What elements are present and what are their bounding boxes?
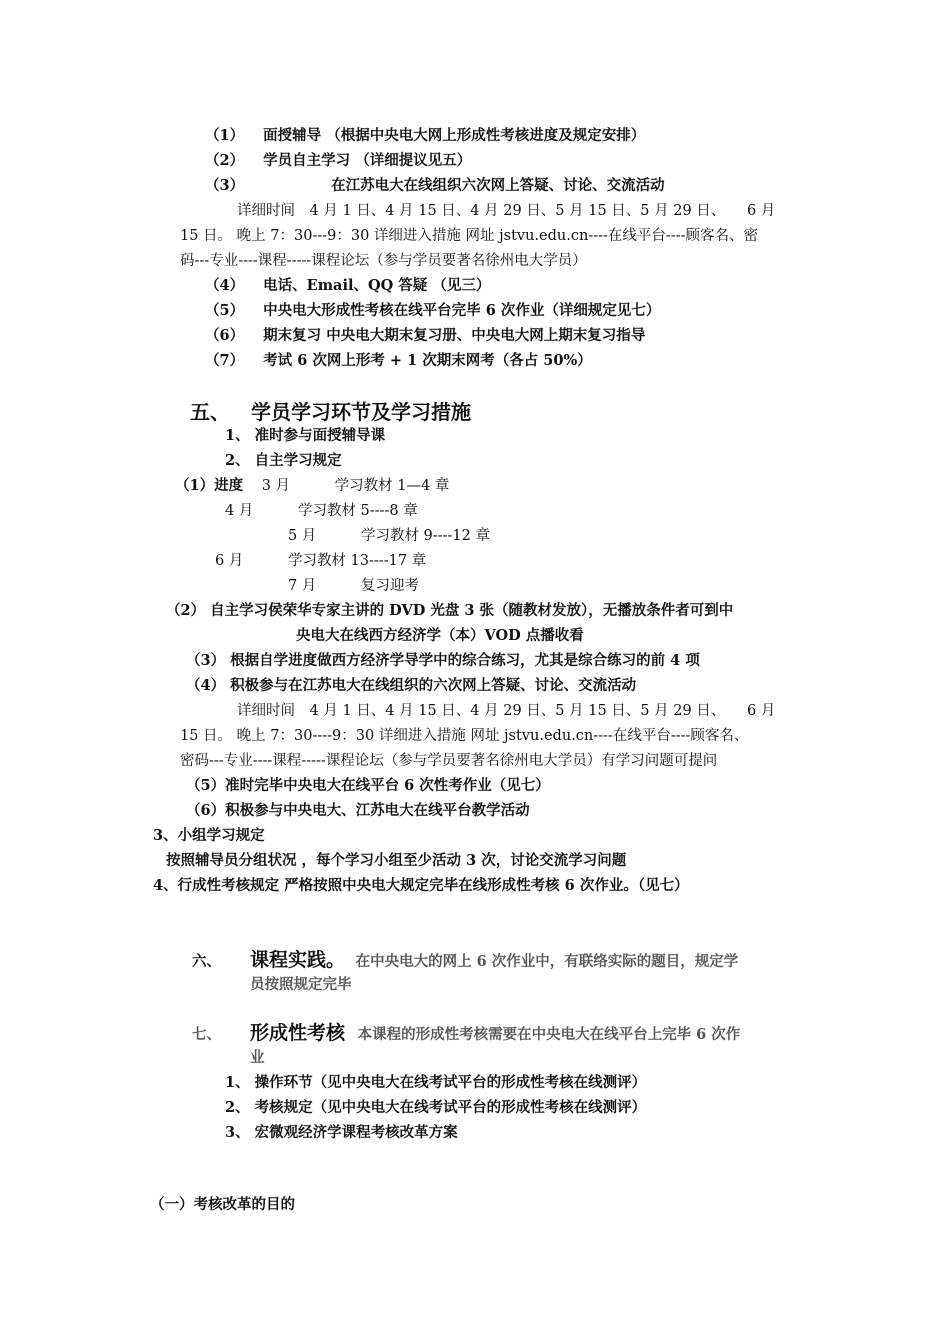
item-text: 期末复习 中央电大期末复习册、中央电大网上期末复习指导 — [263, 327, 646, 344]
section-text: 在中央电大的网上 6 次作业中，有联络实际的题目，规定学 — [355, 953, 739, 970]
item-text: 面授辅导 （根据中央电大网上形成性考核进度及规定安排） — [263, 127, 646, 144]
section-text: 员按照规定完毕 — [250, 976, 352, 993]
item-number: （5） — [205, 302, 245, 319]
item-text: 电话、Email、QQ 答疑 （见三） — [263, 277, 491, 294]
schedule-month: 5 月 — [288, 528, 317, 544]
list-item — [205, 177, 665, 195]
item-text: 在江苏电大在线组织六次网上答疑、讨论、交流活动 — [331, 177, 665, 194]
paragraph: 4、行成性考核规定 严格按照中央电大规定完毕在线形成性考核 6 次作业。（见七） — [153, 877, 689, 894]
schedule-text: 学习教材 13----17 章 — [287, 553, 427, 569]
item-number: （3） — [205, 177, 245, 194]
section-heading — [192, 952, 221, 972]
schedule-text: 学习教材 5----8 章 — [297, 503, 418, 519]
schedule-month: 3 月 — [261, 478, 291, 494]
detail-line: 15 日。 晚上 7：30----9：30 详细进入措施 网址 jstvu.edu.cn----在线平台----顾客名、 — [180, 728, 749, 744]
item-text: 中央电大形成性考核在线平台完毕 6 次作业（详细规定见七） — [263, 302, 661, 319]
list-item — [205, 152, 471, 170]
list-item — [205, 277, 490, 295]
schedule-text: 学习教材 1—4 章 — [334, 478, 450, 494]
detail-line: 码---专业----课程-----课程论坛（参与学员要著名徐州电大学员） — [180, 253, 587, 269]
list-item: 3、 宏微观经济学课程考核改革方案 — [225, 1124, 458, 1141]
list-item — [205, 352, 592, 370]
paragraph: （3） 根据自学进度做西方经济学导学中的综合练习，尤其是综合练习的前 4 项 — [186, 652, 700, 669]
list-item: 2、 考核规定（见中央电大在线考试平台的形成性考核在线测评） — [225, 1099, 647, 1116]
paragraph: （2） 自主学习侯荣华专家主讲的 DVD 光盘 3 张（随教材发放），无播放条件者可到中 — [166, 602, 734, 619]
section-text: 业 — [250, 1049, 265, 1066]
subsection-heading: （一）考核改革的目的 — [150, 1196, 295, 1213]
item-number: （1） — [205, 127, 245, 144]
list-item — [205, 327, 645, 345]
item-text: 学员自主学习 （详细提议见五） — [263, 152, 472, 169]
schedule-row — [175, 477, 449, 495]
detail-line: 详细时间 4 月 1 日、4 月 15 日、4 月 29 日、5 月 15 日、5 月 29 日、 6 月 — [237, 203, 776, 219]
paragraph: 按照辅导员分组状况 ，每个学习小组至少活动 3 次，讨论交流学习问题 — [166, 852, 627, 869]
schedule-row — [225, 502, 418, 520]
paragraph: （5）准时完毕中央电大在线平台 6 次性考作业（见七） — [186, 777, 550, 794]
schedule-month: 6 月 — [215, 553, 244, 569]
section-number: 五、 — [190, 400, 230, 424]
item-number: （7） — [205, 352, 245, 369]
section-title: 形成性考核 — [250, 1022, 346, 1044]
list-item — [205, 127, 645, 145]
item-number: （6） — [205, 327, 245, 344]
schedule-label: （1）进度 — [175, 477, 244, 494]
paragraph: （6）积极参与中央电大、江苏电大在线平台教学活动 — [186, 802, 530, 819]
schedule-row — [288, 577, 419, 595]
paragraph: （4） 积极参与在江苏电大在线组织的六次网上答疑、讨论、交流活动 — [186, 677, 637, 694]
schedule-row — [288, 527, 490, 545]
list-item — [205, 302, 660, 320]
schedule-text: 学习教材 9----12 章 — [360, 528, 490, 544]
section-title: 课程实践。 — [250, 949, 346, 971]
schedule-row — [215, 552, 426, 570]
detail-line: 密码---专业----课程-----课程论坛（参与学员要著名徐州电大学员）有学习问题可提问 — [180, 753, 718, 769]
item-text: 考试 6 次网上形考 + 1 次期末网考（各占 50%） — [263, 352, 592, 369]
item-number: （2） — [205, 152, 245, 169]
section-title-line — [250, 948, 738, 974]
list-item: 1、 操作环节（见中央电大在线考试平台的形成性考核在线测评） — [225, 1074, 647, 1091]
paragraph: 3、小组学习规定 — [153, 827, 265, 844]
section-number: 六、 — [192, 953, 221, 970]
section-title: 学员学习环节及学习措施 — [250, 400, 471, 424]
section-title-line — [250, 1021, 740, 1047]
paragraph: 央电大在线西方经济学（本）VOD 点播收看 — [296, 627, 584, 644]
section-number: 七、 — [192, 1026, 221, 1043]
paragraph: 2、 自主学习规定 — [225, 452, 342, 469]
schedule-month: 4 月 — [225, 503, 254, 519]
section-text: 本课程的形成性考核需要在中央电大在线平台上完毕 6 次作 — [357, 1026, 741, 1043]
item-number: （4） — [205, 277, 245, 294]
detail-line: 15 日。 晚上 7：30---9：30 详细进入措施 网址 jstvu.edu.cn----在线平台----顾客名、密 — [180, 228, 759, 244]
schedule-text: 复习迎考 — [360, 578, 419, 594]
schedule-month: 7 月 — [288, 578, 317, 594]
detail-line: 详细时间 4 月 1 日、4 月 15 日、4 月 29 日、5 月 15 日、5 月 29 日、 6 月 — [237, 703, 776, 719]
paragraph: 1、 准时参与面授辅导课 — [225, 427, 386, 444]
section-heading — [190, 400, 471, 424]
